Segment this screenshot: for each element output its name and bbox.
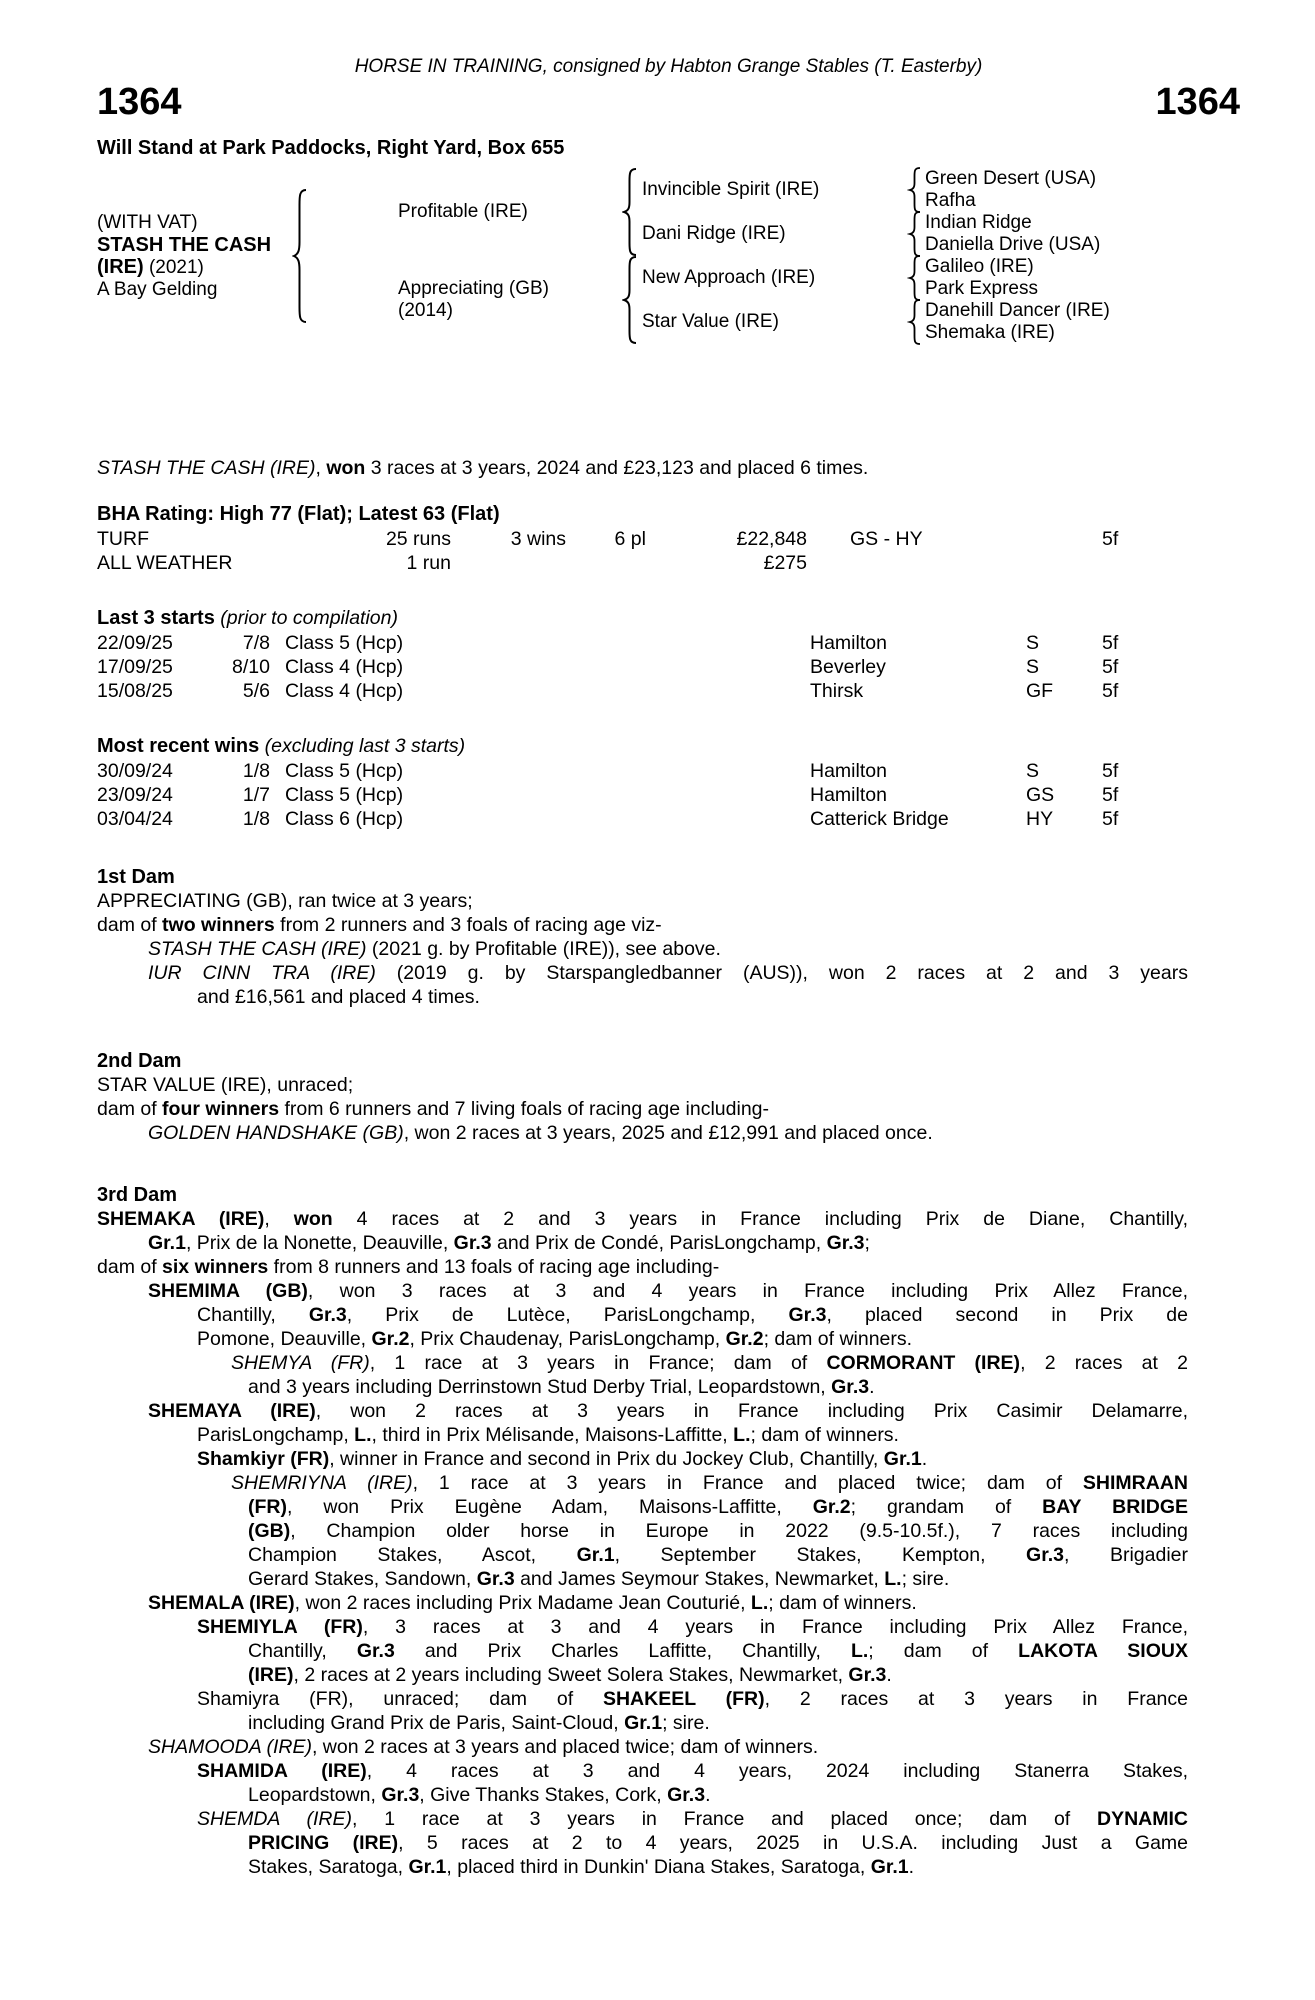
dam-name: Appreciating (GB) [398,278,550,299]
text-segment: L. [884,1568,902,1590]
most-recent-wins-table [97,759,1188,831]
catalog-line [148,1279,1188,1303]
text-segment: SHAMOODA (IRE) [148,1736,312,1758]
text-segment: dam of [97,914,163,936]
text-segment: SHAKEEL (FR) [602,1688,765,1710]
text-segment: CORMORANT (IRE) [826,1352,1021,1374]
catalog-line [148,1591,1188,1615]
dist-cell: 5f [1102,808,1119,830]
text-segment: including Grand Prix de Paris, Saint-Cloud, [248,1712,625,1734]
catalog-line [197,1423,1188,1447]
text-segment: . [908,1856,915,1878]
catalog-line [197,1615,1188,1639]
pair-brace-icon [907,255,925,301]
stand-location-line: Will Stand at Park Paddocks, Right Yard, Box 655 [97,137,565,159]
text-segment: won [293,1208,333,1230]
lot-number-left: 1364 [97,81,182,123]
text-segment: (2019 g. by Starspangledbanner (AUS)), won 2 races at 2 and 3 years [375,962,1188,984]
dam-brace-icon [622,256,642,344]
text-segment: , 1 race at 3 years in France and placed twice; dam of [412,1472,1083,1494]
subject-description: A Bay Gelding [97,278,218,300]
great-grandparent-name: Danehill Dancer (IRE) [925,300,1110,321]
race-cell: Class 4 (Hcp) [285,680,404,702]
catalog-line [248,1711,1188,1735]
great-grandparents [925,256,1038,300]
text-segment: two winners [162,914,275,936]
dam-name-block [398,278,622,322]
text-segment: (IRE) [248,1664,294,1686]
text-segment: and 3 years including Derrinstown Stud Derby Trial, Leopardstown, [248,1376,832,1398]
text-segment: Champion Stakes, Ascot, [248,1544,577,1566]
great-grandparent-name: Shemaka (IRE) [925,322,1055,343]
great-grandparent-name: Park Express [925,278,1038,299]
text-segment: . [869,1376,875,1398]
date-cell: 23/09/24 [97,784,173,806]
subject-suffix-year [97,256,292,279]
text-segment: dam of [97,1256,163,1278]
second-dam-text [97,1073,1188,1145]
text-segment: won [326,457,366,479]
text-segment: STASH THE CASH (IRE) [97,457,316,479]
surface-cell: TURF [97,528,149,550]
text-segment: Gr.1 [624,1712,663,1734]
text-segment: , won 2 races at 3 years in France including Prix Casimir Delamarre, [315,1400,1188,1422]
text-segment: , [315,457,327,479]
most-recent-wins-section [97,733,1188,831]
catalog-line [248,1495,1188,1519]
catalog-line [97,1073,1188,1097]
text-segment: Gr.2 [725,1328,764,1350]
race-cell: Class 5 (Hcp) [285,632,404,654]
text-segment: Gr.3 [476,1568,515,1590]
first-dam-text [97,889,1188,1009]
text-segment: , September Stakes, Kempton, [614,1544,1027,1566]
section-title: Last 3 starts [97,607,215,629]
great-grandparents [925,168,1096,212]
pos-cell: 8/10 [232,656,270,678]
going-cell: GS - HY [850,528,923,550]
text-segment: Gr.1 [883,1448,922,1470]
pair-brace-icon [907,167,925,213]
catalog-line [248,1543,1188,1567]
grandparent-row [642,256,1110,300]
text-segment: , won Prix Eugène Adam, Maisons-Laffitte, [286,1496,813,1518]
catalog-line [197,1687,1188,1711]
great-grandparent-name: Green Desert (USA) [925,168,1097,189]
dist-cell: 5f [1102,760,1119,782]
text-segment: Gr.1 [576,1544,615,1566]
text-segment: , Prix Chaudenay, ParisLongchamp, [409,1328,726,1350]
great-grandparent-name: Galileo (IRE) [925,256,1034,277]
text-segment: , Champion older horse in Europe in 2022 (9.5-10.5f.), 7 races including [290,1520,1188,1542]
text-segment: from 8 runners and 13 foals of racing age including- [268,1256,720,1278]
first-dam-section [97,865,1188,1009]
catalog-line [148,961,1188,985]
lot-number-right: 1364 [1155,81,1240,123]
catalog-line [248,1519,1188,1543]
catalog-line [248,1663,1188,1687]
course-cell: Thirsk [810,680,864,702]
date-cell: 17/09/25 [97,656,173,678]
table-row [97,759,1188,783]
course-cell: Hamilton [810,760,887,782]
text-segment: , won 3 races at 3 and 4 years in France including Prix Allez France, [307,1280,1188,1302]
text-segment: , Brigadier [1064,1544,1188,1566]
course-cell: Hamilton [810,784,887,806]
catalog-line [248,1567,1188,1591]
text-segment: , 2 races at 2 years including Sweet Solera Stakes, Newmarket, [293,1664,849,1686]
text-segment: and Prix Charles Laffitte, Chantilly, [394,1640,851,1662]
pair-brace-icon [907,211,925,257]
text-segment: Gr.3 [308,1304,347,1326]
text-segment: (GB) [248,1520,291,1542]
great-grandparent-name: Daniella Drive (USA) [925,234,1101,255]
grandsire-name: New Approach (IRE) [642,267,816,288]
surface-cell: ALL WEATHER [97,552,233,574]
going-cell: GF [1026,680,1054,702]
last-3-starts-heading [97,605,1188,631]
text-segment: , [264,1208,294,1230]
text-segment: Gr.3 [667,1784,706,1806]
text-segment: ; dam of winners. [768,1592,917,1614]
text-segment: ; sire. [662,1712,710,1734]
text-segment: , won 2 races at 3 years and placed twice; dam of winners. [311,1736,819,1758]
course-cell: Catterick Bridge [810,808,949,830]
table-row [97,783,1188,807]
text-segment: (FR) [248,1496,287,1518]
dist-cell: 5f [1102,632,1119,654]
section-subtitle: (excluding last 3 starts) [259,735,466,757]
table-row [97,679,1188,703]
section-title: Most recent wins [97,735,260,757]
text-segment: from 6 runners and 7 living foals of racing age including- [279,1098,769,1120]
text-segment: (2021 g. by Profitable (IRE)), see above. [366,938,721,960]
text-segment: SHEMIYLA (FR) [197,1616,363,1638]
dist-cell: 5f [1102,784,1119,806]
text-segment: Gerard Stakes, Sandown, [248,1568,477,1590]
consignment-header: HORSE IN TRAINING, consigned by Habton Grange Stables (T. Easterby) [354,56,983,77]
race-cell: Class 6 (Hcp) [285,808,404,830]
text-segment: , 1 race at 3 years in France; dam of [369,1352,827,1374]
dam-grandparents [642,256,1110,344]
text-segment: , 2 races at 3 years in France [764,1688,1188,1710]
catalog-line [148,1399,1188,1423]
text-segment: Gr.1 [408,1856,447,1878]
text-segment: , 1 race at 3 years in France and placed once; dam of [352,1808,1097,1830]
text-segment: ; [864,1232,870,1254]
money-cell: £22,848 [736,528,807,550]
text-segment: , Give Thanks Stakes, Cork, [419,1784,668,1806]
catalog-line [197,1303,1188,1327]
text-segment: Chantilly, [197,1304,309,1326]
text-segment: Gr.3 [356,1640,395,1662]
text-segment: Gr.3 [831,1376,870,1398]
course-cell: Hamilton [810,632,887,654]
text-segment: and James Seymour Stakes, Newmarket, [514,1568,885,1590]
grandparent-row [642,212,1100,256]
going-cell: S [1026,656,1040,678]
date-cell: 03/04/24 [97,808,173,830]
text-segment: Stakes, Saratoga, [248,1856,409,1878]
text-segment: 3 races at 3 years, 2024 and £23,123 and placed 6 times. [365,457,869,479]
text-segment: BAY BRIDGE [1042,1496,1188,1518]
catalog-line [97,1207,1188,1231]
catalog-line [148,1231,1188,1255]
text-segment: Shamiyra (FR), unraced; dam of [197,1688,603,1710]
text-segment: , placed second in Prix de [826,1304,1188,1326]
last-3-starts-section [97,605,1188,703]
grandparent-row [642,168,1100,212]
text-segment: ; sire. [901,1568,950,1590]
second-dam-section [97,1049,1188,1145]
text-segment: and Prix de Condé, ParisLongchamp, [491,1232,827,1254]
great-grandparent-name: Rafha [925,190,976,211]
text-segment: four winners [162,1098,280,1120]
text-segment: 4 races at 2 and 3 years in France including Prix de Diane, Chantilly, [332,1208,1188,1230]
wins-cell: 3 wins [510,528,566,550]
second-dam-heading: 2nd Dam [97,1050,182,1072]
great-grandparent-name: Indian Ridge [925,212,1032,233]
catalog-line [197,1807,1188,1831]
pl-cell: 6 pl [614,528,646,550]
catalog-line [97,889,1188,913]
text-segment: LAKOTA SIOUX [1018,1640,1188,1662]
text-segment: Gr.3 [1026,1544,1064,1566]
course-cell: Beverley [810,656,886,678]
text-segment: . [886,1664,892,1686]
first-dam-heading: 1st Dam [97,866,175,888]
text-segment: from 2 runners and 3 foals of racing age viz- [274,914,662,936]
catalog-line [231,1471,1188,1495]
text-segment: Gr.3 [788,1304,827,1326]
runs-cell: 1 run [406,552,451,574]
table-row [97,631,1188,655]
race-cell: Class 5 (Hcp) [285,784,404,806]
granddam-name: Dani Ridge (IRE) [642,223,786,244]
text-segment: six winners [162,1256,269,1278]
going-cell: GS [1026,784,1055,806]
text-segment: . [705,1784,711,1806]
dam-year: (2014) [398,300,453,321]
catalog-line [248,1375,1188,1399]
text-segment: GOLDEN HANDSHAKE (GB) [148,1122,404,1144]
date-cell: 30/09/24 [97,760,173,782]
text-segment: , third in Prix Mélisande, Maisons-Laffitte, [371,1424,734,1446]
pl-cell [566,551,646,575]
third-dam-heading: 3rd Dam [97,1184,178,1206]
catalog-line [248,1783,1188,1807]
pos-cell: 1/8 [242,760,270,782]
text-segment: Gr.1 [148,1232,186,1254]
sire-row [398,168,1110,256]
dam-row [398,256,1110,344]
text-segment: Gr.3 [453,1232,492,1254]
catalog-line [248,1831,1188,1855]
pos-cell: 1/8 [242,808,270,830]
race-cell: Class 4 (Hcp) [285,656,404,678]
grandparent-row [642,300,1110,344]
text-segment: L. [733,1424,751,1446]
pedigree-subject [97,212,292,301]
going-cell: HY [1026,808,1054,830]
text-segment: Gr.3 [848,1664,887,1686]
text-segment: , 3 races at 3 and 4 years in France including Prix Allez France, [362,1616,1188,1638]
text-segment: , won 2 races at 3 years, 2025 and £12,991 and placed once. [403,1122,933,1144]
text-segment: . [921,1448,928,1470]
text-segment: , 2 races at 2 [1020,1352,1188,1374]
pedigree-parents [398,168,1110,344]
table-row [97,807,1188,831]
race-cell: Class 5 (Hcp) [285,760,404,782]
text-segment: ParisLongchamp, [197,1424,355,1446]
date-cell: 15/08/25 [97,680,173,702]
bha-summary-table [97,527,1188,575]
subject-name: STASH THE CASH [97,233,272,256]
text-segment: STASH THE CASH (IRE) [148,938,367,960]
third-dam-section [97,1183,1188,1879]
pair-brace-icon [907,299,925,345]
text-segment: L. [750,1592,769,1614]
text-segment: ; dam of winners. [750,1424,899,1446]
catalog-line [197,1447,1188,1471]
subject-year: (2021) [143,256,204,278]
text-segment: STAR VALUE (IRE), unraced; [97,1074,354,1096]
text-segment: SHEMAKA (IRE) [97,1208,265,1230]
dist-cell: 5f [1102,680,1119,702]
text-segment: ; grandam of [850,1496,1043,1518]
grand-brace-icon [292,189,312,323]
catalog-line [97,456,1188,480]
text-segment: SHEMAYA (IRE) [148,1400,316,1422]
text-segment: IUR CINN TRA (IRE) [148,962,376,984]
bha-rating-heading: BHA Rating: High 77 (Flat); Latest 63 (Flat) [97,503,500,525]
catalog-line [248,1639,1188,1663]
text-segment: SHEMIMA (GB) [148,1280,308,1302]
pos-cell: 5/6 [242,680,270,702]
catalog-line [231,1351,1188,1375]
catalog-line [148,937,1188,961]
pos-cell: 7/8 [242,632,270,654]
runs-cell: 25 runs [385,528,451,550]
text-segment: , 4 races at 3 and 4 years, 2024 including Stanerra Stakes, [366,1760,1188,1782]
text-segment: Gr.3 [826,1232,865,1254]
text-segment: Gr.1 [870,1856,909,1878]
text-segment: SHEMRIYNA (IRE) [231,1472,413,1494]
catalog-line [148,1121,1188,1145]
sire-grandparents [642,168,1100,256]
date-cell: 22/09/25 [97,632,173,654]
catalog-line [148,1735,1188,1759]
text-segment: Chantilly, [248,1640,357,1662]
text-segment: , winner in France and second in Prix du Jockey Club, Chantilly, [329,1448,884,1470]
great-grandparents [925,300,1110,344]
text-segment: L. [850,1640,869,1662]
text-segment: APPRECIATING (GB), ran twice at 3 years; [97,890,473,912]
pos-cell: 1/7 [242,784,270,806]
great-grandparents [925,212,1100,256]
text-segment: , placed third in Dunkin' Diana Stakes, Saratoga, [446,1856,871,1878]
text-segment: Shamkiyr (FR) [197,1448,330,1470]
text-segment: Pomone, Deauville, [197,1328,372,1350]
catalog-line [97,1097,1188,1121]
catalogue-body [97,456,1188,1879]
text-segment: Leopardstown, [248,1784,382,1806]
granddam-name: Star Value (IRE) [642,311,779,332]
catalog-line [248,1855,1188,1879]
text-segment: dam of [97,1098,163,1120]
table-row [97,655,1188,679]
text-segment: Gr.2 [812,1496,851,1518]
money-cell: £275 [763,552,807,574]
catalog-line [197,1327,1188,1351]
text-segment: SHAMIDA (IRE) [197,1760,367,1782]
last-3-starts-table [97,631,1188,703]
lot-number-row [97,83,1240,121]
text-segment: Gr.2 [371,1328,410,1350]
text-segment: SHEMALA (IRE) [148,1592,295,1614]
text-segment: DYNAMIC [1097,1808,1188,1830]
sire-name: Profitable (IRE) [398,201,528,222]
text-segment: ; dam of winners. [763,1328,913,1350]
text-segment: , Prix de la Nonette, Deauville, [185,1232,454,1254]
text-segment: , Prix de Lutèce, ParisLongchamp, [346,1304,789,1326]
dist-cell: 5f [1102,656,1119,678]
with-vat-label: (WITH VAT) [97,211,198,233]
grandsire-name: Invincible Spirit (IRE) [642,179,820,200]
text-segment: and £16,561 and placed 4 times. [197,986,480,1008]
text-segment: SHEMYA (FR) [231,1352,370,1374]
going-cell: S [1026,760,1040,782]
wins-cell [451,551,566,575]
catalog-line [197,985,1188,1009]
text-segment: SHEMDA (IRE) [197,1808,352,1830]
going-cell: S [1026,632,1040,654]
table-row [97,551,1188,575]
text-segment: ; dam of [868,1640,1019,1662]
text-segment: L. [354,1424,372,1446]
text-segment: PRICING (IRE) [248,1832,399,1854]
catalog-line [97,913,1188,937]
text-segment: SHIMRAAN [1082,1472,1189,1494]
section-subtitle: (prior to compilation) [214,607,398,629]
catalog-line [197,1759,1188,1783]
text-segment: , won 2 races including Prix Madame Jean Couturié, [294,1592,751,1614]
most-recent-wins-heading [97,733,1188,759]
third-dam-text [97,1207,1188,1879]
subject-suffix: (IRE) [97,255,144,278]
dist-cell [987,551,1102,575]
text-segment: , 5 races at 2 to 4 years, 2025 in U.S.A. including Just a Game [398,1832,1189,1854]
pedigree-chart [97,168,1240,344]
dist-cell: 5f [1102,528,1119,550]
sire-brace-icon [622,168,642,256]
text-segment: Gr.3 [381,1784,420,1806]
catalog-line [97,1255,1188,1279]
going-cell [807,551,987,575]
table-row [97,527,1188,551]
race-summary-line [97,456,1188,480]
